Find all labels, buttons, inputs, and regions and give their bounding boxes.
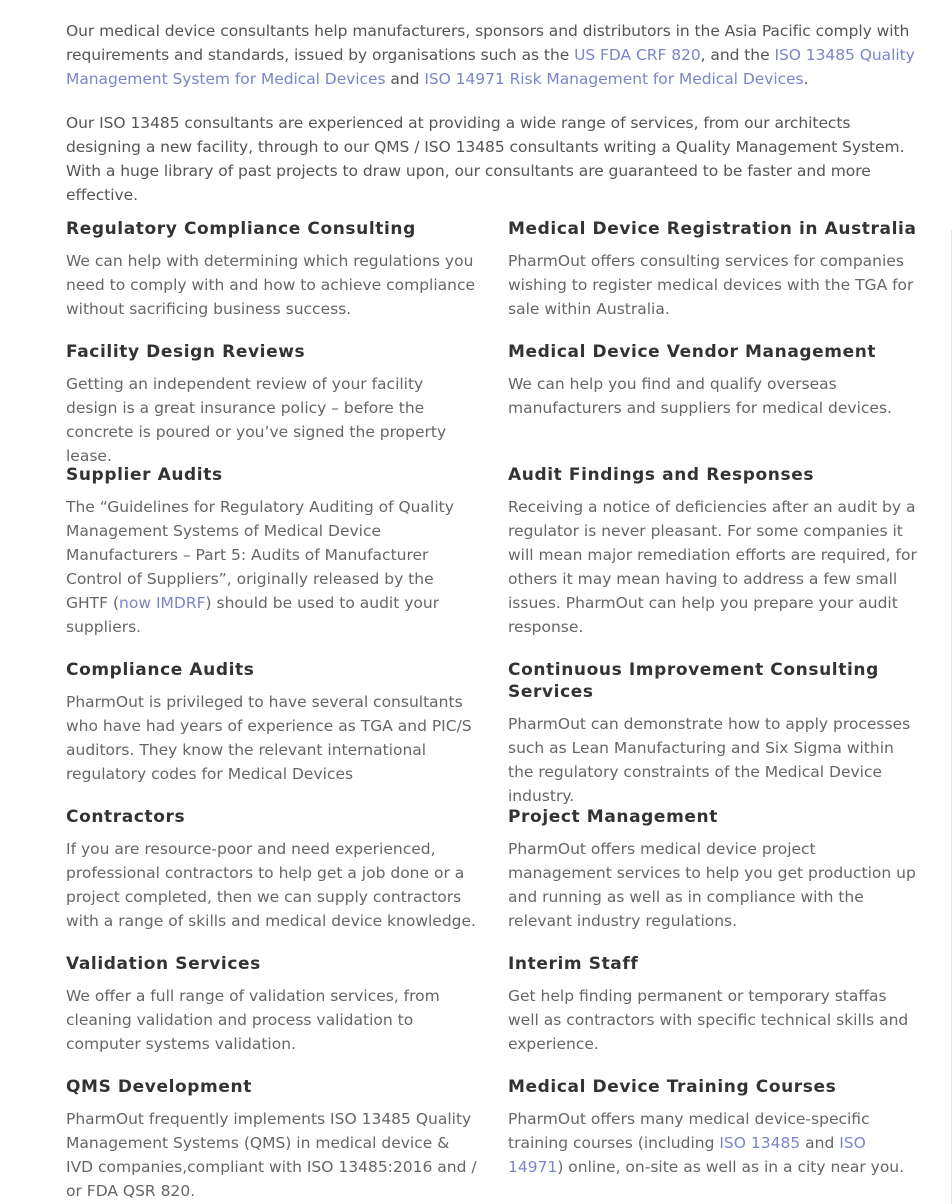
service-description: PharmOut offers consulting services for companies wishing to register medical devices with the TGA for sale within Australia. [508,252,914,318]
service-training-courses [508,1076,920,1179]
service-description: We can help with determining which regulations you need to comply with and how to achieve compliance without sacrificing business success. [66,252,476,318]
intro-text: , and the [700,46,775,64]
service-description: Receiving a notice of deficiencies after an audit by a regulator is never pleasant. For some companies it will mean major remediation efforts are required, for others it may mean having to address a few small issues. PharmOut can help you prepare your audit response. [508,498,917,636]
service-compliance-audits [66,659,478,786]
service-qms-development [66,1076,478,1203]
service-supplier-audits [66,464,478,639]
service-facility-design [66,341,478,468]
service-description: Get help finding permanent or temporary staffas well as contractors with specific technical skills and experience. [508,987,909,1053]
intro-text: Our medical device consultants help manufacturers, sponsors and distributors in the Asia Pacific comply with requirements and standards, issued by organisations such as the [66,22,910,64]
service-title: Facility Design Reviews [66,342,306,362]
service-title: Contractors [66,807,186,827]
iso-13485-training-link[interactable]: ISO 13485 [719,1134,801,1152]
service-audit-findings [508,464,920,639]
service-continuous-improvement [508,659,920,808]
iso-14971-training-link[interactable]: ISO 14971 [508,1134,866,1176]
service-title: Supplier Audits [66,465,223,485]
iso-14971-link[interactable]: ISO 14971 Risk Management for Medical Devices [424,70,804,88]
service-description: We can help you find and qualify overseas manufacturers and suppliers for medical devices. [508,375,892,417]
intro-paragraph-1 [66,19,926,91]
service-title: Interim Staff [508,954,639,974]
service-title: Medical Device Registration in Australia [508,219,917,239]
service-text: The “Guidelines for Regulatory Auditing of Quality Management Systems of Medical Device Manufacturers – Part 5: Audits of Manufacturer Control of Suppliers”, originally released by the GHTF ( [66,498,454,612]
intro-text: and [385,70,425,88]
service-title: QMS Development [66,1077,252,1097]
service-text: PharmOut offers many medical device-specific training courses (including [508,1110,870,1152]
intro-paragraph-2: Our ISO 13485 consultants are experienced at providing a wide range of services, from our architects designing a new facility, through to our QMS / ISO 13485 consultants writing a Quality Management System. With a huge library of past projects to draw upon, our consultants are guaranteed to be faster and more effective. [66,114,905,204]
service-description [508,1107,920,1179]
service-project-management [508,806,920,933]
us-fda-crf-820-link[interactable]: US FDA CRF 820 [574,46,701,64]
service-interim-staff [508,953,920,1056]
service-title: Regulatory Compliance Consulting [66,219,416,239]
iso-13485-link[interactable]: ISO 13485 Quality Management System for Medical Devices [66,46,915,88]
service-title: Medical Device Vendor Management [508,342,877,362]
intro-text: . [803,70,809,88]
service-device-registration [508,218,920,321]
service-description: PharmOut offers medical device project management services to help you get production up and running as well as in compliance with the relevant industry regulations. [508,840,916,930]
service-title: Validation Services [66,954,261,974]
service-text: ) should be used to audit your suppliers. [66,594,440,636]
service-title: Audit Findings and Responses [508,465,815,485]
imdrf-link[interactable]: now IMDRF [119,594,206,612]
service-title: Continuous Improvement Consulting Services [508,660,879,702]
service-text: and [800,1134,840,1152]
service-title: Compliance Audits [66,660,255,680]
service-description [66,495,478,639]
service-description: PharmOut can demonstrate how to apply processes such as Lean Manufacturing and Six Sigma within the regulatory constraints of the Medical Device industry. [508,715,911,805]
service-description: PharmOut is privileged to have several consultants who have had years of experience as TGA and PIC/S auditors. They know the relevant international regulatory codes for Medical Devices [66,693,472,783]
service-validation [66,953,478,1056]
service-description: If you are resource-poor and need experienced, professional contractors to help get a job done or a project completed, then we can supply contractors with a range of skills and medical device knowledge. [66,840,476,930]
service-title: Medical Device Training Courses [508,1077,837,1097]
service-description: PharmOut frequently implements ISO 13485 Quality Management Systems (QMS) in medical device & IVD companies,compliant with ISO 13485:2016 and / or FDA QSR 820. [66,1110,477,1200]
service-text: ) online, on-site as well as in a city near you. [557,1158,905,1176]
service-contractors [66,806,478,933]
service-title: Project Management [508,807,718,827]
service-regulatory-compliance [66,218,478,321]
service-vendor-management [508,341,920,420]
service-description: We offer a full range of validation services, from cleaning validation and process validation to computer systems validation. [66,987,440,1053]
service-description: Getting an independent review of your facility design is a great insurance policy – before the concrete is poured or you’ve signed the property lease. [66,375,447,465]
